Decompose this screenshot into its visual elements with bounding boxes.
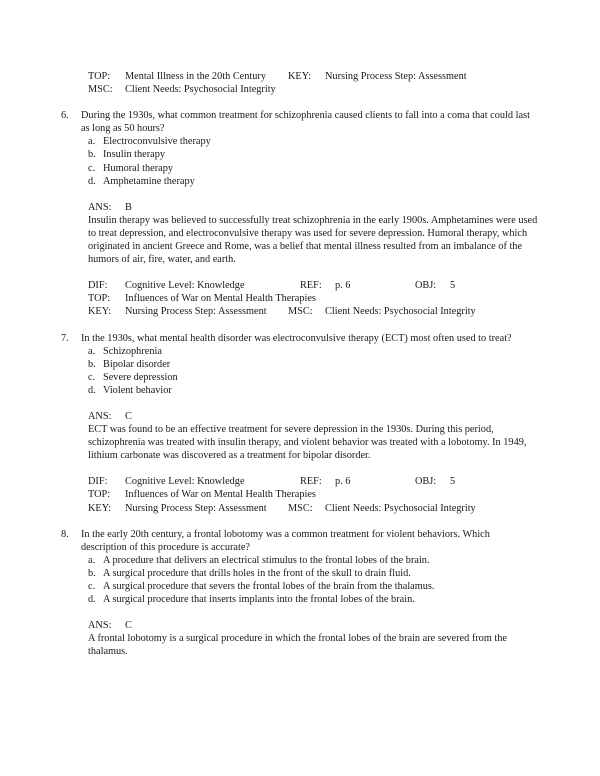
option-item[interactable]: [88, 345, 538, 358]
metadata-row-key-msc: [88, 502, 538, 515]
answer-value: C: [125, 410, 132, 422]
option-letter: c.: [88, 371, 96, 383]
options-list-7: [88, 345, 538, 397]
options-list-6: [88, 135, 538, 187]
metadata-label-ref: REF:: [300, 476, 322, 488]
option-letter: b.: [88, 149, 96, 161]
option-item[interactable]: [88, 593, 538, 606]
metadata-label-key: KEY:: [88, 502, 112, 514]
metadata-row-top-key: [88, 70, 538, 83]
answer-block-7: [88, 410, 538, 462]
option-letter: d.: [88, 594, 96, 606]
option-item[interactable]: [88, 554, 538, 567]
metadata-row-key-msc: [88, 305, 538, 318]
answer-label: ANS:: [88, 410, 112, 422]
metadata-value-key: Nursing Process Step: Assessment: [325, 71, 467, 82]
option-letter: d.: [88, 175, 96, 187]
metadata-value-dif: Cognitive Level: Knowledge: [125, 476, 245, 488]
option-item[interactable]: [88, 567, 538, 580]
metadata-value-obj: 5: [450, 280, 456, 292]
metadata-row-top: [88, 292, 538, 305]
metadata-label-top: TOP:: [88, 489, 111, 501]
document-body: [60, 70, 538, 658]
question-number-8: 8.: [61, 528, 69, 540]
option-letter: c.: [88, 162, 96, 174]
metadata-label-top: TOP:: [88, 293, 111, 305]
spacer: [60, 462, 538, 475]
option-letter: a.: [88, 554, 96, 566]
metadata-label-top: TOP:: [88, 71, 111, 82]
metadata-label-dif: DIF:: [88, 280, 108, 292]
metadata-block-7: [88, 475, 538, 514]
metadata-value-obj: 5: [450, 476, 456, 488]
question-stem-8: [60, 528, 538, 554]
answer-block-8: [88, 619, 538, 658]
option-item[interactable]: [88, 384, 538, 397]
metadata-label-msc: MSC:: [288, 306, 313, 318]
metadata-value-dif: Cognitive Level: Knowledge: [125, 280, 245, 292]
metadata-value-top: Influences of War on Mental Health Therapies: [125, 293, 316, 305]
option-text: A surgical procedure that inserts implants into the frontal lobes of the brain.: [103, 594, 415, 606]
metadata-value-ref: p. 6: [335, 280, 351, 292]
question-block-6: [60, 109, 538, 318]
option-letter: a.: [88, 345, 96, 357]
option-item[interactable]: [88, 162, 538, 175]
answer-line-6: [88, 201, 538, 214]
question-stem-6: [60, 109, 538, 135]
question-text-6: During the 1930s, what common treatment for schizophrenia caused clients to fall into a coma that could last as long as 50 hours?: [81, 110, 530, 135]
metadata-value-top: Influences of War on Mental Health Therapies: [125, 489, 316, 501]
metadata-label-msc: MSC:: [88, 84, 113, 96]
option-text: Insulin therapy: [103, 149, 166, 161]
option-text: Amphetamine therapy: [103, 175, 195, 187]
option-text: A procedure that delivers an electrical stimulus to the frontal lobes of the brain.: [103, 554, 430, 566]
answer-value: B: [125, 201, 132, 213]
option-item[interactable]: [88, 371, 538, 384]
metadata-row-msc: [88, 83, 538, 96]
option-item[interactable]: [88, 148, 538, 161]
answer-value: C: [125, 620, 132, 632]
option-text: A surgical procedure that drills holes in the front of the skull to drain fluid.: [103, 567, 411, 579]
metadata-value-key: Nursing Process Step: Assessment: [125, 306, 267, 318]
option-item[interactable]: [88, 358, 538, 371]
metadata-value-key: Nursing Process Step: Assessment: [125, 502, 267, 514]
metadata-row-dif-ref-obj: [88, 475, 538, 488]
option-text: Severe depression: [103, 371, 178, 383]
rationale-text-8: A frontal lobotomy is a surgical procedure in which the frontal lobes of the brain are severed from the thalamus.: [88, 633, 507, 658]
metadata-row-dif-ref-obj: [88, 279, 538, 292]
metadata-label-key: KEY:: [88, 306, 112, 318]
answer-label: ANS:: [88, 620, 112, 632]
option-letter: c.: [88, 581, 96, 592]
option-text: Bipolar disorder: [103, 358, 171, 370]
metadata-label-obj: OBJ:: [415, 476, 437, 488]
question-block-7: [60, 332, 538, 515]
question-block-8: [60, 528, 538, 659]
option-item[interactable]: [88, 580, 538, 593]
metadata-label-obj: OBJ:: [415, 280, 437, 292]
option-item[interactable]: [88, 175, 538, 188]
option-text: Humoral therapy: [103, 162, 174, 174]
metadata-label-key: KEY:: [288, 71, 312, 82]
answer-label: ANS:: [88, 201, 112, 213]
metadata-value-msc: Client Needs: Psychosocial Integrity: [325, 502, 476, 514]
option-item[interactable]: [88, 135, 538, 148]
spacer: [60, 266, 538, 279]
metadata-label-dif: DIF:: [88, 476, 108, 488]
option-text: Schizophrenia: [103, 345, 162, 357]
metadata-value-top: Mental Illness in the 20th Century: [125, 71, 266, 82]
question-text-7: In the 1930s, what mental health disorder was electroconvulsive therapy (ECT) most often used to treat?: [81, 332, 512, 344]
answer-line-8: [88, 619, 538, 632]
metadata-label-msc: MSC:: [288, 502, 313, 514]
carryover-metadata-block: [88, 70, 538, 96]
question-number-6: 6.: [61, 110, 69, 122]
rationale-text-7: ECT was found to be an effective treatment for severe depression in the 1930s. During this period, schizophrenia was treated with insulin therapy, and violent behavior was treated with a lobotomy. In 1949, lithium carbonate was discovered as a treatment for bipolar disorder.: [88, 424, 527, 462]
question-stem-7: [60, 332, 538, 345]
answer-line-7: [88, 410, 538, 423]
option-text: Violent behavior: [103, 384, 172, 396]
metadata-value-msc: Client Needs: Psychosocial Integrity: [325, 306, 476, 318]
rationale-text-6: Insulin therapy was believed to successfully treat schizophrenia in the early 1900s. Amphetamines were used to treat depression, and electroconvulsive therapy was used for severe depression. Humoral therapy, which originated in ancient Greece and Rome, was a belief that mental illness resulted from an imbalance of the humors of air, fire, water, and earth.: [88, 214, 538, 266]
option-text: Electroconvulsive therapy: [103, 136, 211, 148]
metadata-block-6: [88, 279, 538, 318]
option-letter: b.: [88, 567, 96, 579]
option-letter: a.: [88, 136, 96, 148]
option-letter: b.: [88, 358, 96, 370]
metadata-value-ref: p. 6: [335, 476, 351, 488]
metadata-label-ref: REF:: [300, 280, 322, 292]
option-letter: d.: [88, 384, 96, 396]
question-text-8: In the early 20th century, a frontal lobotomy was a common treatment for violent behaviors. Which description of this procedure is accurate?: [81, 528, 490, 553]
answer-block-6: [88, 201, 538, 266]
option-text: A surgical procedure that severs the frontal lobes of the brain from the thalamus.: [103, 581, 435, 592]
options-list-8: [88, 554, 538, 606]
metadata-value-msc: Client Needs: Psychosocial Integrity: [125, 84, 276, 96]
metadata-row-top: [88, 488, 538, 501]
question-number-7: 7.: [61, 332, 69, 344]
